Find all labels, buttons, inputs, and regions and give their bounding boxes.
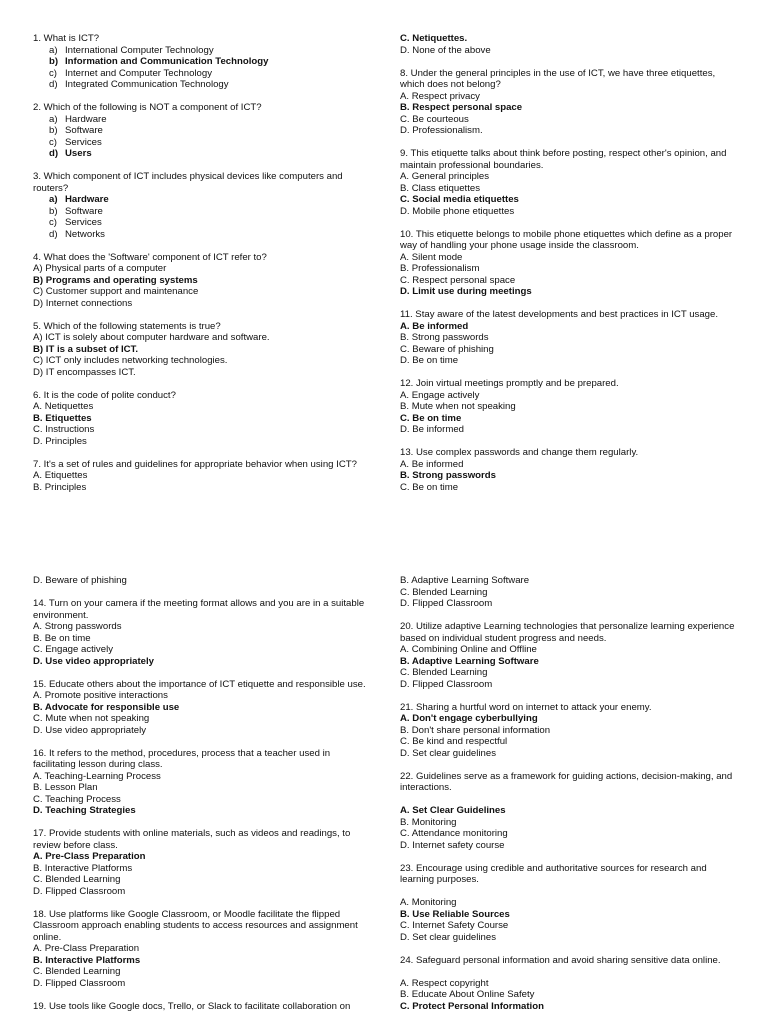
option-text: B. Adaptive Learning Software (400, 655, 539, 667)
answer-option (400, 482, 740, 494)
option-text: C. Protect Personal Information (400, 1000, 544, 1012)
answer-option (33, 424, 373, 436)
option-text: A. Be informed (400, 320, 469, 332)
option-text: D. Professionalism. (400, 125, 483, 136)
question-block (33, 171, 373, 240)
option-text: Networks (65, 228, 105, 240)
option-text: A. Etiquettes (33, 470, 88, 481)
answer-option (33, 943, 373, 955)
question-block (400, 68, 740, 137)
option-text: B. Be on time (33, 632, 91, 644)
option-text: A. Pre-Class Preparation (33, 851, 146, 862)
option-text: Integrated Communication Technology (65, 79, 229, 90)
answer-option-correct (400, 1001, 740, 1013)
option-text: Internet and Computer Technology (65, 67, 213, 79)
question-stem: 13. Use complex passwords and change them regularly. (400, 447, 639, 458)
option-text: Information and Communication Technology (65, 56, 269, 67)
option-marker: c) (49, 67, 57, 79)
option-text: B. Class etiquettes (400, 182, 480, 194)
question-stem: 6. It is the code of polite conduct? (33, 389, 176, 401)
page1-right-column (400, 33, 740, 505)
option-text: B. Adaptive Learning Software (400, 575, 530, 586)
answer-option-correct (33, 851, 373, 863)
page2-right-column (400, 575, 740, 1024)
question-block (400, 148, 740, 217)
answer-option (400, 263, 740, 275)
option-text: B. Lesson Plan (33, 782, 98, 793)
answer-option (400, 344, 740, 356)
answer-option (33, 401, 373, 413)
question-stem: 4. What does the 'Software' component of ICT refer to? (33, 251, 267, 263)
question-stem: 18. Use platforms like Google Classroom, or Moodle facilitate the flipped Classroom approach enabling students to access resources and assignment online. (33, 908, 358, 943)
option-text: B. Educate About Online Safety (400, 989, 535, 1000)
question-block (33, 252, 373, 310)
option-text: D. Mobile phone etiquettes (400, 205, 515, 217)
option-marker: d) (49, 79, 58, 90)
option-text: C. Blended Learning (400, 667, 488, 678)
page1-left-column (33, 33, 373, 505)
option-text: D) Internet connections (33, 297, 133, 309)
answer-option (400, 355, 740, 367)
question-block (400, 378, 740, 436)
answer-option (400, 424, 740, 436)
option-text: D. Internet safety course (400, 839, 505, 851)
option-text: C) Customer support and maintenance (33, 286, 199, 297)
answer-option (400, 206, 740, 218)
option-text: B. Use Reliable Sources (400, 908, 510, 920)
option-text: C. Teaching Process (33, 793, 121, 805)
option-text: D) IT encompasses ICT. (33, 366, 136, 378)
question-block (33, 1001, 373, 1013)
option-marker: a) (49, 113, 58, 125)
option-text: D. Set clear guidelines (400, 747, 496, 759)
option-text: C. Be on time (400, 481, 459, 493)
question-stem: 17. Provide students with online materials, such as videos and readings, to review before class. (33, 828, 351, 851)
answer-option-correct (400, 805, 740, 817)
answer-option-correct (400, 102, 740, 114)
answer-option (400, 978, 740, 990)
question-stem: 2. Which of the following is NOT a component of ICT? (33, 102, 262, 113)
answer-option (400, 390, 740, 402)
answer-option (33, 263, 373, 275)
option-text: C. Engage actively (33, 644, 113, 655)
option-marker: b) (49, 205, 58, 217)
question-block (33, 828, 373, 897)
answer-option (400, 459, 740, 471)
answer-option (400, 897, 740, 909)
question-block (33, 598, 373, 667)
option-text: D. Beware of phishing (33, 575, 127, 586)
answer-option-correct (33, 56, 373, 68)
answer-option (400, 989, 740, 1001)
option-text: A. Pre-Class Preparation (33, 943, 140, 954)
answer-option-correct (400, 194, 740, 206)
question-stem: 14. Turn on your camera if the meeting format allows and you are in a suitable environment. (33, 598, 365, 621)
option-text: A. Silent mode (400, 251, 463, 263)
answer-option (33, 782, 373, 794)
option-marker: c) (49, 217, 57, 228)
answer-option (33, 874, 373, 886)
answer-option-correct (33, 344, 373, 356)
option-text: D. Flipped Classroom (400, 598, 493, 609)
option-text: D. Use video appropriately (33, 724, 147, 736)
answer-option-correct (33, 702, 373, 714)
option-text: Services (65, 136, 102, 148)
answer-option (33, 332, 373, 344)
question-stem: 24. Safeguard personal information and avoid sharing sensitive data online. (400, 954, 721, 966)
option-text: B. Principles (33, 481, 87, 493)
blank-line (400, 966, 740, 978)
option-text: C. Blended Learning (400, 586, 488, 598)
option-text: D. Be informed (400, 424, 464, 435)
option-text: A. Respect privacy (400, 90, 480, 102)
answer-option (33, 633, 373, 645)
option-text: B. Respect personal space (400, 102, 523, 113)
option-text: A. Teaching-Learning Process (33, 770, 161, 782)
answer-option (33, 863, 373, 875)
question-block (400, 447, 740, 493)
option-text: B. Mute when not speaking (400, 401, 516, 412)
question-block (400, 955, 740, 1013)
question-block (400, 771, 740, 852)
answer-option (400, 114, 740, 126)
answer-option (33, 690, 373, 702)
answer-option-correct (400, 286, 740, 298)
option-marker: d) (49, 148, 59, 159)
answer-option (33, 114, 373, 126)
answer-option (33, 966, 373, 978)
option-marker: a) (49, 44, 58, 56)
question-block (33, 909, 373, 990)
question-block (400, 575, 740, 610)
blank-line (400, 794, 740, 806)
option-text: B. Strong passwords (400, 470, 496, 481)
option-text: Services (65, 217, 102, 228)
question-stem: 8. Under the general principles in the use of ICT, we have three etiquettes, which does not belong? (400, 67, 716, 90)
option-text: C. Beware of phishing (400, 343, 494, 355)
option-text: International Computer Technology (65, 44, 214, 56)
answer-option-correct (400, 33, 740, 45)
question-block (400, 863, 740, 944)
option-text: A. Be informed (400, 458, 464, 470)
option-text: D. Teaching Strategies (33, 805, 136, 816)
option-text: A. Monitoring (400, 897, 457, 908)
question-stem: 5. Which of the following statements is true? (33, 320, 221, 332)
option-text: Hardware (65, 194, 109, 205)
option-text: Software (65, 205, 103, 217)
option-marker: d) (49, 228, 58, 240)
answer-option-correct (400, 713, 740, 725)
option-text: Software (65, 125, 103, 136)
option-text: C. Be kind and respectful (400, 736, 508, 747)
answer-option (400, 679, 740, 691)
answer-option (33, 794, 373, 806)
option-text: D. Flipped Classroom (33, 885, 126, 897)
answer-option (400, 840, 740, 852)
answer-option (33, 298, 373, 310)
option-text: C. Blended Learning (33, 966, 121, 977)
question-stem: 11. Stay aware of the latest developments and best practices in ICT usage. (400, 309, 719, 320)
question-block (33, 575, 373, 587)
option-text: B. Advocate for responsible use (33, 701, 180, 713)
option-text: D. Flipped Classroom (33, 977, 126, 989)
answer-option-correct (33, 656, 373, 668)
option-text: D. Limit use during meetings (400, 286, 532, 297)
question-block (400, 309, 740, 367)
question-stem: 3. Which component of ICT includes physical devices like computers and routers? (33, 171, 343, 194)
answer-option (400, 736, 740, 748)
answer-option (400, 932, 740, 944)
answer-option (33, 470, 373, 482)
answer-option (400, 91, 740, 103)
question-block (400, 702, 740, 760)
answer-option (400, 587, 740, 599)
answer-option-correct (33, 148, 373, 160)
question-block (33, 321, 373, 379)
question-stem: 20. Utilize adaptive Learning technologies that personalize learning experience based on individual student progress and needs. (400, 621, 735, 644)
answer-option (400, 667, 740, 679)
question-block (33, 459, 373, 494)
question-stem: 15. Educate others about the importance of ICT etiquette and responsible use. (33, 678, 366, 690)
answer-option-correct (33, 413, 373, 425)
answer-option (33, 367, 373, 379)
option-text: D. Flipped Classroom (400, 678, 493, 690)
answer-option (33, 137, 373, 149)
option-text: B) Programs and operating systems (33, 274, 198, 286)
answer-option-correct (33, 194, 373, 206)
question-stem: 19. Use tools like Google docs, Trello, or Slack to facilitate collaboration on (33, 1000, 351, 1012)
question-stem: 12. Join virtual meetings promptly and be prepared. (400, 378, 619, 389)
option-marker: b) (49, 56, 59, 67)
option-text: A. General principles (400, 171, 490, 182)
option-text: B. Strong passwords (400, 332, 489, 343)
answer-option (400, 183, 740, 195)
option-text: C. Blended Learning (33, 874, 121, 885)
option-text: C. Attendance monitoring (400, 828, 508, 839)
option-text: C. Mute when not speaking (33, 713, 150, 724)
question-block (33, 390, 373, 448)
option-text: C. Internet Safety Course (400, 920, 509, 931)
question-stem: 10. This etiquette belongs to mobile phone etiquettes which define as a proper way of handling your phone usage inside the classroom. (400, 228, 733, 251)
answer-option (33, 286, 373, 298)
option-text: A. Set Clear Guidelines (400, 805, 506, 816)
page2-left-column (33, 575, 373, 1024)
option-marker: c) (49, 136, 57, 148)
option-text: A) Physical parts of a computer (33, 263, 167, 274)
answer-option (400, 171, 740, 183)
answer-option (400, 332, 740, 344)
answer-option (33, 621, 373, 633)
option-text: B. Interactive Platforms (33, 862, 133, 874)
answer-option (400, 275, 740, 287)
answer-option (33, 575, 373, 587)
answer-option-correct (33, 275, 373, 287)
answer-option (33, 713, 373, 725)
option-text: A. Don't engage cyberbullying (400, 713, 538, 724)
answer-option (400, 598, 740, 610)
answer-option (33, 68, 373, 80)
option-text: C. Social media etiquettes (400, 194, 519, 205)
option-text: B. Monitoring (400, 816, 457, 828)
answer-option (400, 401, 740, 413)
question-stem: 7. It's a set of rules and guidelines for appropriate behavior when using ICT? (33, 458, 357, 470)
option-text: A. Promote positive interactions (33, 690, 168, 701)
option-text: D. None of the above (400, 44, 491, 56)
answer-option-correct (400, 413, 740, 425)
answer-option-correct (400, 909, 740, 921)
option-text: C. Netiquettes. (400, 33, 468, 44)
option-text: Hardware (65, 113, 107, 125)
answer-option (33, 436, 373, 448)
question-block (400, 621, 740, 690)
answer-option (33, 217, 373, 229)
answer-option (33, 886, 373, 898)
option-text: C. Respect personal space (400, 274, 516, 286)
answer-option (400, 644, 740, 656)
question-stem: 21. Sharing a hurtful word on internet to attack your enemy. (400, 701, 652, 713)
answer-option (33, 79, 373, 91)
option-text: B. Professionalism (400, 263, 480, 274)
answer-option (400, 725, 740, 737)
answer-option (33, 125, 373, 137)
option-marker: b) (49, 125, 58, 136)
answer-option (400, 45, 740, 57)
answer-option-correct (400, 321, 740, 333)
answer-option (33, 725, 373, 737)
option-text: A. Combining Online and Offline (400, 644, 537, 655)
option-marker: a) (49, 194, 58, 205)
option-text: D. Use video appropriately (33, 655, 155, 667)
answer-option (33, 482, 373, 494)
option-text: A. Strong passwords (33, 621, 122, 632)
option-text: B. Don't share personal information (400, 724, 551, 736)
option-text: B. Interactive Platforms (33, 954, 141, 966)
option-text: D. Principles (33, 435, 87, 447)
answer-option-correct (400, 656, 740, 668)
question-stem: 1. What is ICT? (33, 33, 100, 44)
option-text: C) ICT only includes networking technologies. (33, 355, 228, 366)
question-block (400, 33, 740, 56)
answer-option (33, 978, 373, 990)
option-text: B) IT is a subset of ICT. (33, 343, 139, 355)
answer-option (33, 355, 373, 367)
answer-option (400, 748, 740, 760)
answer-option-correct (33, 955, 373, 967)
option-text: D. Be on time (400, 355, 459, 366)
answer-option (400, 125, 740, 137)
answer-option (400, 828, 740, 840)
answer-option-correct (33, 805, 373, 817)
answer-option (33, 206, 373, 218)
answer-option (400, 252, 740, 264)
option-text: C. Be courteous (400, 113, 469, 125)
question-block (33, 102, 373, 160)
option-text: A. Netiquettes (33, 401, 94, 412)
question-stem: 22. Guidelines serve as a framework for guiding actions, decision-making, and interactions. (400, 770, 733, 793)
answer-option (33, 644, 373, 656)
option-text: B. Etiquettes (33, 412, 92, 424)
option-text: A. Respect copyright (400, 977, 489, 989)
question-block (33, 679, 373, 737)
answer-option (33, 771, 373, 783)
option-text: Users (65, 148, 92, 159)
answer-option (400, 920, 740, 932)
option-text: D. Set clear guidelines (400, 931, 496, 943)
answer-option (33, 229, 373, 241)
question-block (33, 748, 373, 817)
option-text: A) ICT is solely about computer hardware and software. (33, 332, 270, 343)
answer-option (400, 817, 740, 829)
option-text: A. Engage actively (400, 389, 480, 401)
answer-option (400, 575, 740, 587)
question-stem: 16. It refers to the method, procedures, process that a teacher used in facilitating lesson during class. (33, 747, 331, 770)
option-text: C. Instructions (33, 424, 95, 435)
question-stem: 9. This etiquette talks about think before posting, respect other's opinion, and maintain professional boundaries. (400, 148, 727, 171)
question-block (33, 33, 373, 91)
blank-line (400, 886, 740, 898)
question-stem: 23. Encourage using credible and authoritative sources for research and learning purposes. (400, 862, 707, 885)
question-block (400, 229, 740, 298)
answer-option (33, 45, 373, 57)
answer-option-correct (400, 470, 740, 482)
option-text: C. Be on time (400, 412, 462, 424)
